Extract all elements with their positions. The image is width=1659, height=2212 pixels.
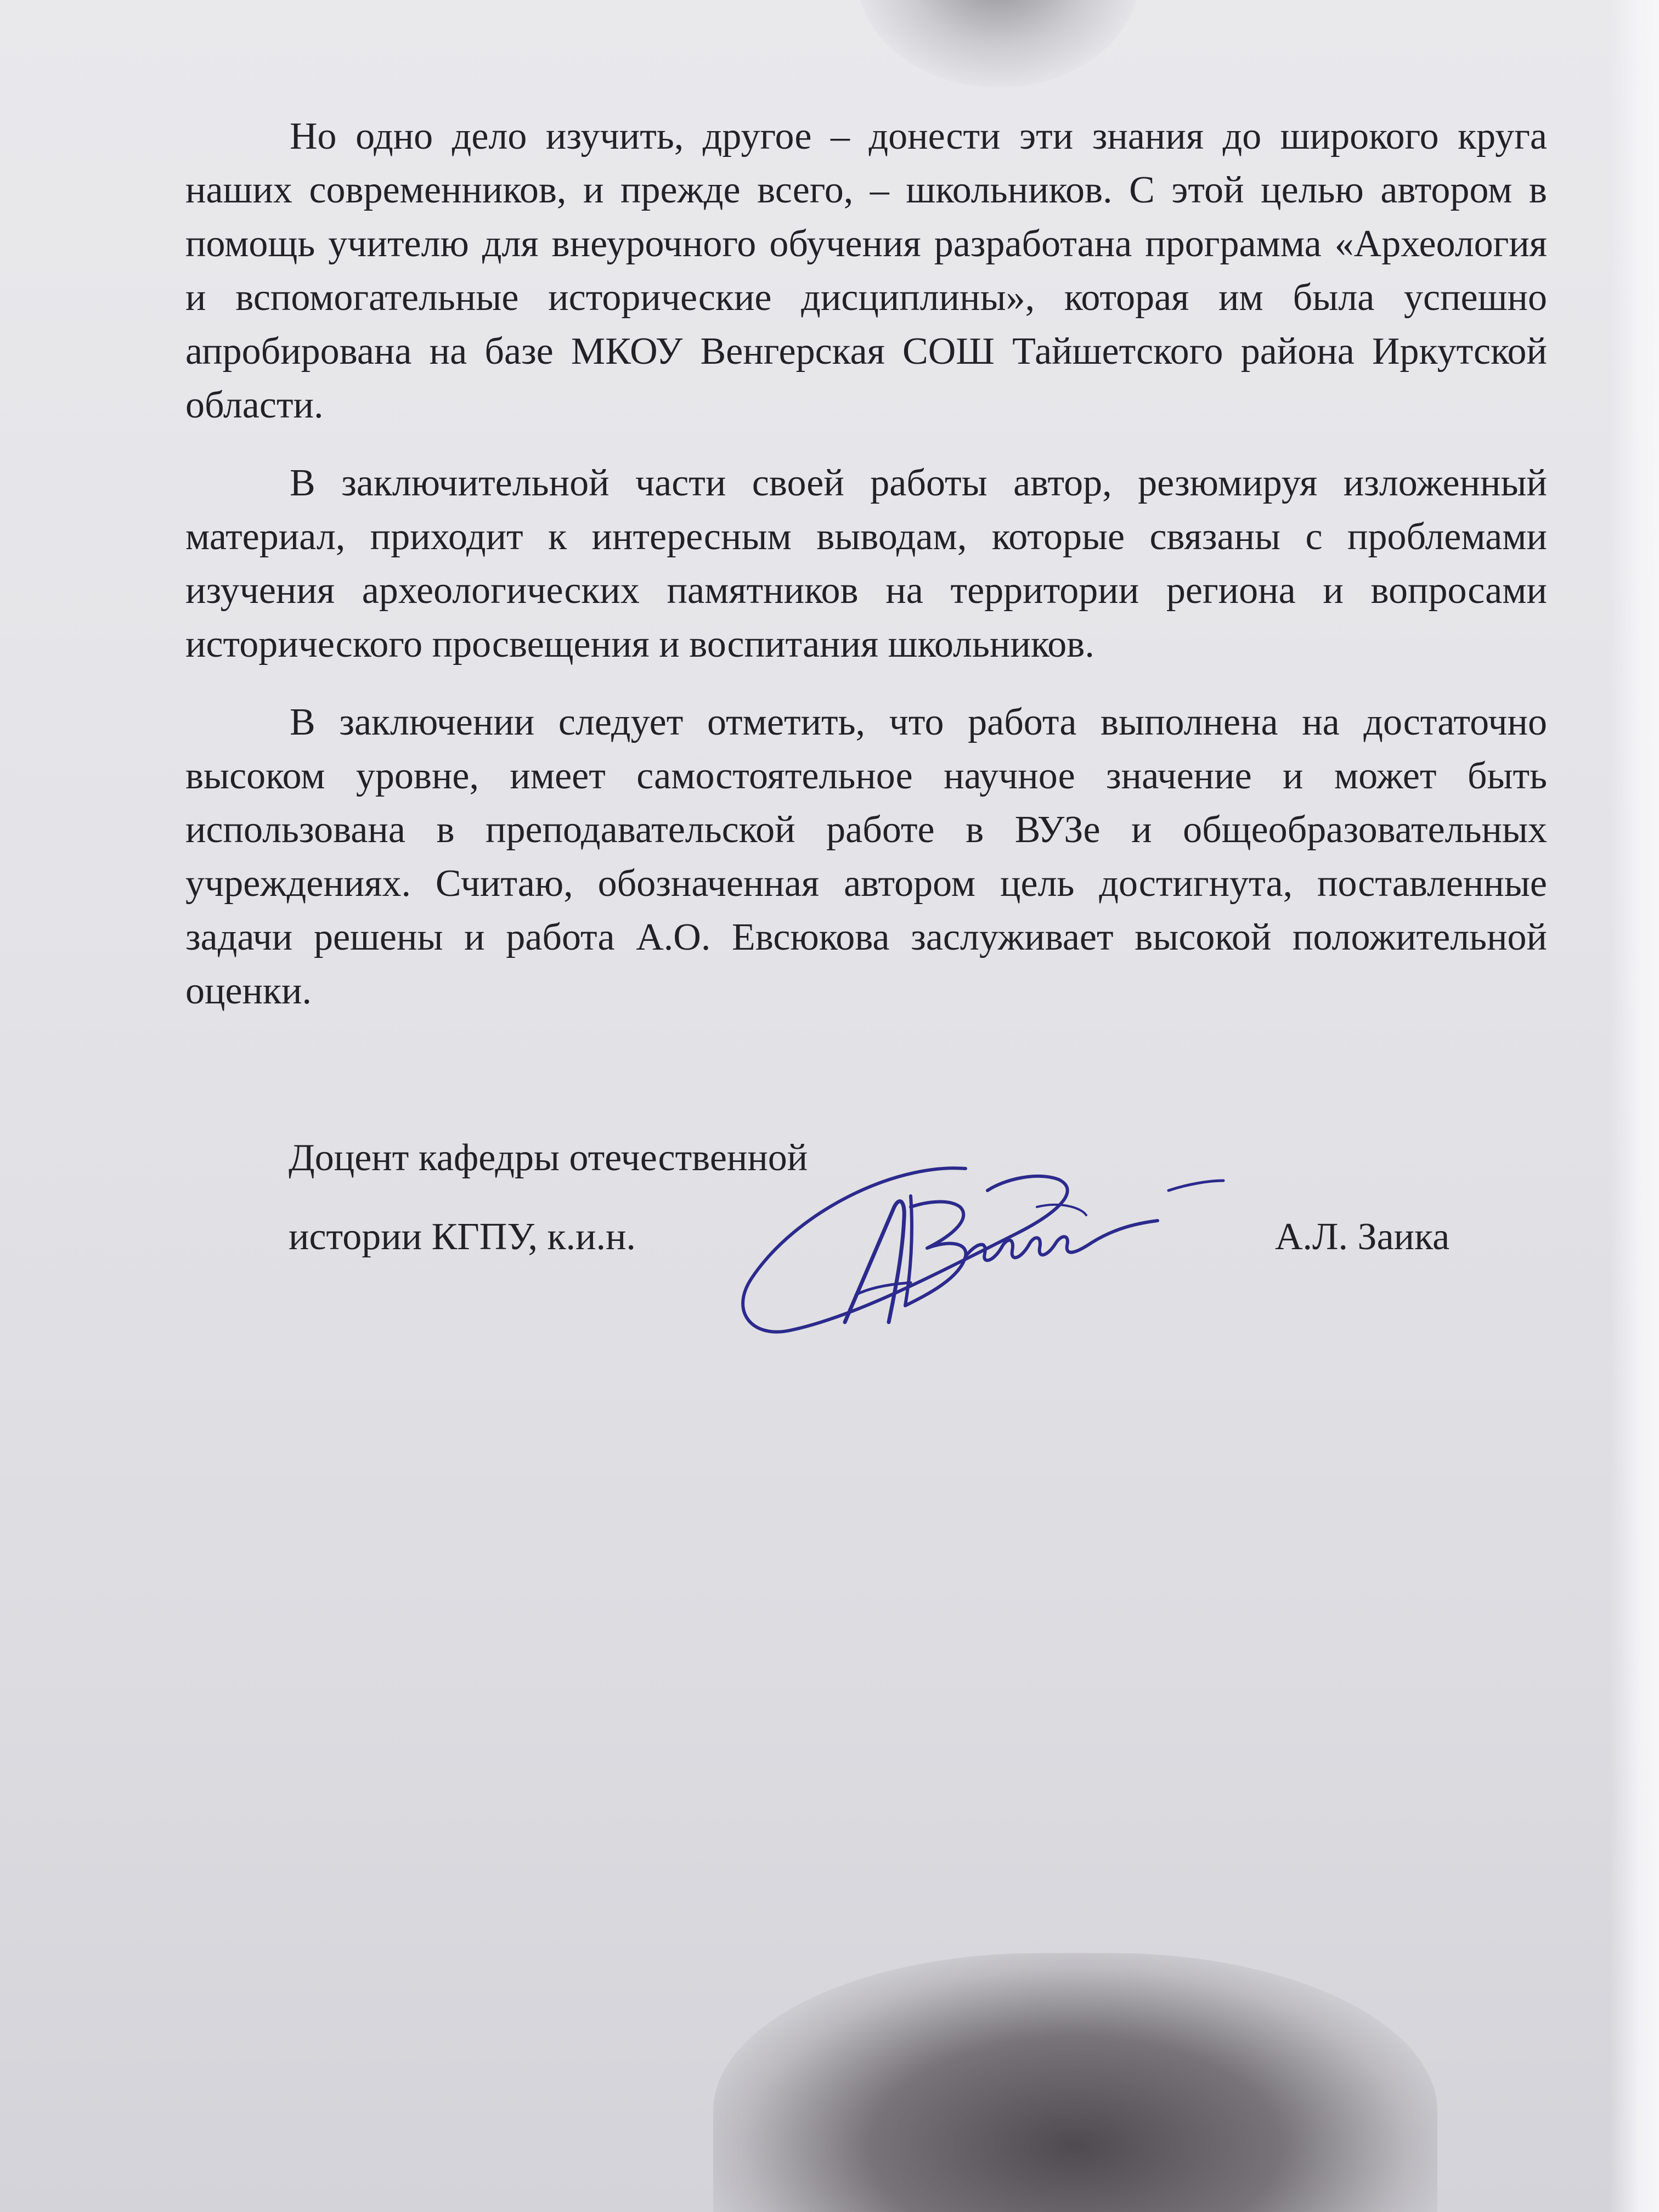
- signer-position-line1: Доцент кафедры отечественной: [289, 1137, 808, 1179]
- signer-position-line2: истории КГПУ, к.и.н.: [289, 1216, 636, 1258]
- paragraph-1: Но одно дело изучить, другое – донести эти знания до широкого круга наших современников, и прежде всего, – школьников. С этой целью автором в помощь учителю для внеурочного обучения разработана программа «Археология и вспомогательные исторические дисциплины», которая им была успешно апробирована на базе МКОУ Венгерская СОШ Тайшетского района Иркутской области.: [185, 115, 1547, 426]
- review-body: [185, 110, 1547, 1042]
- paper-edge: [1610, 0, 1659, 2212]
- camera-shadow-top: [856, 0, 1141, 88]
- signer-name: А.Л. Заика: [1275, 1216, 1450, 1258]
- paragraph-3: В заключении следует отметить, что работа выполнена на достаточно высоком уровне, имеет самостоятельное научное значение и может быть использована в преподавательской работе в ВУЗе и общеобразовательных учреждениях. Считаю, обозначенная автором цель достигнута, поставленные задачи решены и работа А.О. Евсюкова заслуживает высокой положительной оценки.: [185, 701, 1547, 1012]
- camera-shadow-bottom: [713, 1953, 1437, 2212]
- handwritten-signature: [730, 1147, 1245, 1355]
- paragraph-2: В заключительной части своей работы автор, резюмируя изложенный материал, приходит к интересным выводам, которые связаны с проблемами изучения археологических памятников на территории региона и вопросами исторического просвещения и воспитания школьников.: [185, 462, 1547, 665]
